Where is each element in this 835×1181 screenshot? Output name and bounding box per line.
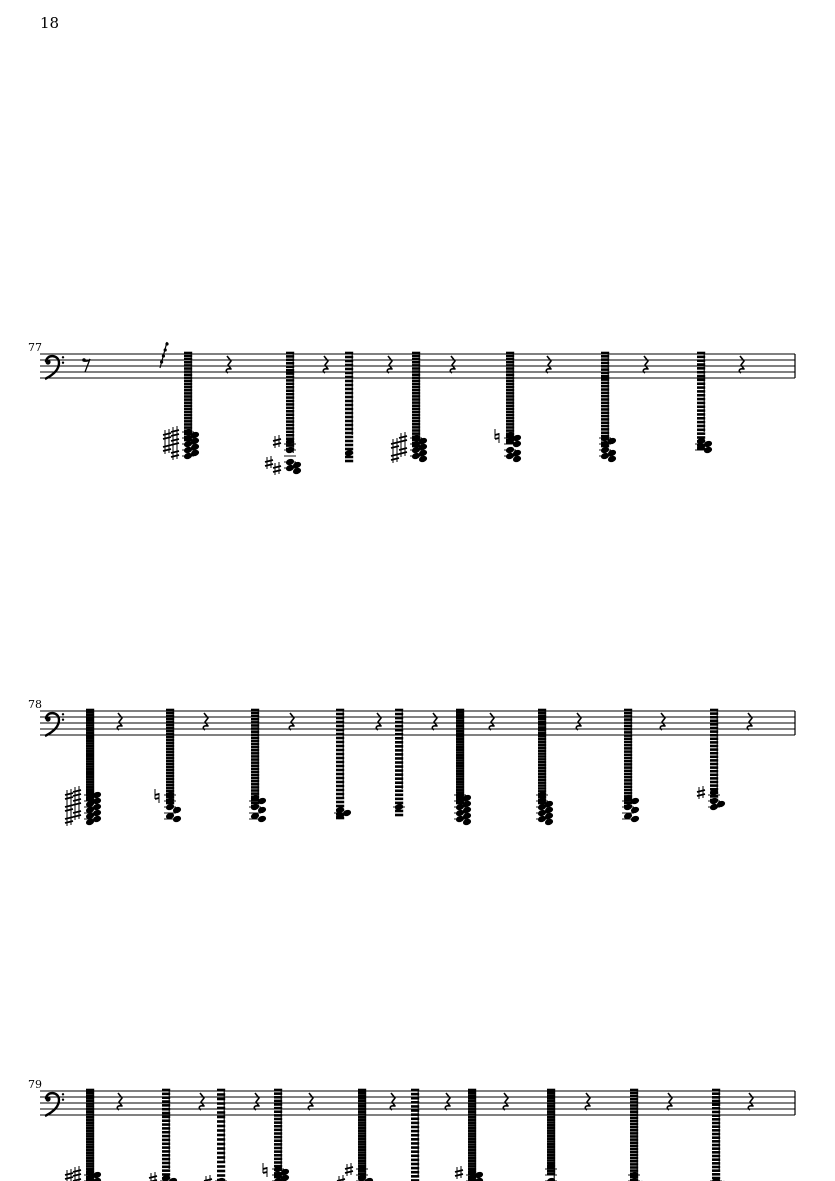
measure-number-79: 79 <box>28 1078 42 1091</box>
sharp-accidental <box>399 444 407 457</box>
page-number: 18 <box>40 14 60 32</box>
sharp-accidental <box>149 1172 157 1181</box>
clef-dot-head <box>45 359 50 364</box>
sharp-bar <box>73 790 81 792</box>
quarter-rest <box>117 713 122 730</box>
bass-clef <box>45 356 64 379</box>
clef-dot-head <box>45 716 50 721</box>
rest-dot <box>160 360 163 363</box>
sharp-accidental <box>273 435 281 448</box>
clef-dot-lower <box>62 719 64 721</box>
chord <box>65 710 102 826</box>
chord <box>155 710 182 823</box>
sharp-bar <box>265 464 273 466</box>
sharp-bar <box>73 1174 81 1176</box>
sharp-bar <box>171 451 179 453</box>
chord <box>454 710 472 826</box>
clef-dot-head <box>45 1096 50 1101</box>
natural-bar <box>495 438 499 439</box>
sharp-accidental <box>163 441 171 454</box>
sharp-bar <box>391 454 399 456</box>
sharp-bar <box>65 821 73 823</box>
clef-dot-lower <box>62 362 64 364</box>
sharp-bar <box>171 443 179 445</box>
sharp-bar <box>273 470 281 472</box>
chord <box>263 1090 290 1181</box>
rest-dot <box>164 348 167 351</box>
chord <box>400 1090 421 1181</box>
quarter-rest <box>376 713 381 730</box>
quarter-rest <box>450 356 455 373</box>
quarter-rest <box>660 713 665 730</box>
chord <box>204 1090 227 1181</box>
sharp-bar <box>163 433 171 435</box>
sharp-bar <box>171 434 179 436</box>
chord <box>337 1090 374 1181</box>
sharp-bar <box>273 439 281 441</box>
sharp-bar <box>265 460 273 462</box>
measure-number-77: 77 <box>28 341 42 354</box>
sharp-bar <box>65 805 73 807</box>
sharp-bar <box>163 437 171 439</box>
quarter-rest <box>323 356 328 373</box>
rests-78 <box>117 713 752 730</box>
sharp-bar <box>273 466 281 468</box>
sharp-accidental <box>65 1169 73 1181</box>
clef-dot-lower <box>62 1099 64 1101</box>
chord <box>622 710 640 823</box>
quarter-rest <box>226 356 231 373</box>
quarter-rest <box>203 713 208 730</box>
sharp-accidental <box>73 807 81 820</box>
rests-79 <box>117 1093 753 1110</box>
natural-bar <box>263 1168 267 1169</box>
sharp-accidental <box>337 1175 345 1181</box>
sharp-bar <box>391 442 399 444</box>
bass-clef <box>45 713 64 736</box>
sharp-bar <box>273 443 281 445</box>
chord <box>149 1090 178 1181</box>
rest-dot <box>162 354 165 357</box>
sharp-bar <box>697 794 705 796</box>
clef-dot-upper <box>62 1093 64 1095</box>
chord <box>697 710 726 811</box>
sharp-bar <box>149 1176 157 1178</box>
quarter-rest <box>739 356 744 373</box>
chord <box>599 353 617 463</box>
sharp-bar <box>171 455 179 457</box>
chord <box>695 353 713 454</box>
natural-bar <box>155 798 159 799</box>
quarter-rest <box>747 713 752 730</box>
sharp-bar <box>171 430 179 432</box>
chord <box>628 1090 646 1181</box>
rests-77 <box>226 356 744 373</box>
sharp-bar <box>171 439 179 441</box>
sharp-accidental <box>73 795 81 808</box>
chord <box>65 1090 102 1181</box>
staff-1 <box>40 711 795 736</box>
clef-dot-upper <box>62 713 64 715</box>
sharp-accidental <box>171 435 179 448</box>
sharp-bar <box>345 1167 353 1169</box>
sharp-bar <box>399 448 407 450</box>
sharp-accidental <box>345 1163 353 1176</box>
chord <box>536 710 554 826</box>
sharp-accidental <box>171 426 179 439</box>
sharp-bar <box>163 445 171 447</box>
natural-bar <box>155 794 159 795</box>
chord <box>163 353 200 460</box>
sixty-fourth-rest <box>160 342 169 368</box>
quarter-rest <box>199 1093 204 1110</box>
chord <box>391 353 428 463</box>
quarter-rest <box>667 1093 672 1110</box>
sharp-bar <box>345 1171 353 1173</box>
sharp-bar <box>65 817 73 819</box>
quarter-rest <box>576 713 581 730</box>
sharp-accidental <box>697 786 705 799</box>
quarter-rest <box>390 1093 395 1110</box>
sharp-bar <box>73 1170 81 1172</box>
sharp-bar <box>73 794 81 796</box>
sharp-accidental <box>163 429 171 442</box>
quarter-rest <box>254 1093 259 1110</box>
chord <box>249 710 267 823</box>
rest-stem <box>84 359 90 372</box>
clef-dot-upper <box>62 356 64 358</box>
sharp-accidental <box>171 447 179 460</box>
chord <box>710 1090 728 1181</box>
quarter-rest <box>585 1093 590 1110</box>
chord <box>545 1090 563 1181</box>
sharp-accidental <box>65 801 73 814</box>
sharp-bar <box>399 452 407 454</box>
sharp-bar <box>65 797 73 799</box>
chord <box>265 353 302 475</box>
sharp-bar <box>65 793 73 795</box>
natural-accidental <box>155 789 159 803</box>
sharp-bar <box>697 790 705 792</box>
sharp-bar <box>73 811 81 813</box>
sharp-bar <box>163 449 171 451</box>
bass-clef <box>45 1093 64 1116</box>
quarter-rest <box>117 1093 122 1110</box>
quarter-rest <box>503 1093 508 1110</box>
sharp-bar <box>391 446 399 448</box>
chord <box>344 353 354 461</box>
sharp-accidental <box>391 438 399 451</box>
quarter-rest <box>289 713 294 730</box>
quarter-rest <box>387 356 392 373</box>
sharp-bar <box>73 803 81 805</box>
sharp-accidental <box>73 786 81 799</box>
sharp-accidental <box>65 813 73 826</box>
quarter-rest <box>643 356 648 373</box>
natural-bar <box>263 1172 267 1173</box>
natural-accidental <box>263 1163 267 1177</box>
natural-accidental <box>495 429 499 443</box>
sharp-bar <box>399 440 407 442</box>
measure-number-78: 78 <box>28 698 42 711</box>
quarter-rest <box>546 356 551 373</box>
rest-dot <box>165 342 168 345</box>
quarter-rest <box>432 713 437 730</box>
sharp-accidental <box>273 462 281 475</box>
sharp-bar <box>65 1177 73 1179</box>
sharp-bar <box>455 1170 463 1172</box>
sharp-accidental <box>204 1175 212 1181</box>
sharp-accidental <box>73 1166 81 1179</box>
quarter-rest <box>445 1093 450 1110</box>
sharp-bar <box>73 799 81 801</box>
quarter-rest <box>489 713 494 730</box>
chord <box>334 710 352 820</box>
sharp-bar <box>65 809 73 811</box>
sharp-bar <box>65 1173 73 1175</box>
chord <box>447 1090 484 1181</box>
sharp-accidental <box>391 450 399 463</box>
sharp-accidental <box>265 456 273 469</box>
sharp-bar <box>455 1174 463 1176</box>
quarter-rest <box>748 1093 753 1110</box>
quarter-rest <box>308 1093 313 1110</box>
sharp-accidental <box>455 1166 463 1179</box>
sharp-bar <box>399 436 407 438</box>
sharp-bar <box>73 815 81 817</box>
natural-bar <box>495 434 499 435</box>
chord <box>495 353 522 463</box>
chord <box>393 710 405 815</box>
sharp-accidental <box>65 789 73 802</box>
sharp-accidental <box>399 432 407 445</box>
sharp-bar <box>391 458 399 460</box>
